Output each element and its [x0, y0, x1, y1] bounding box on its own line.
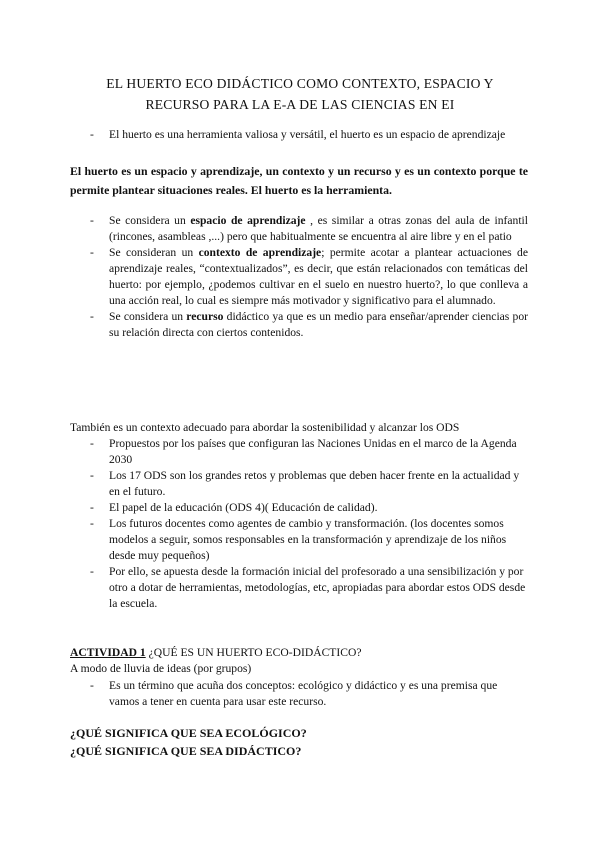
concept-text-after: , es similar a otras zonas del aula de infantil (rincones, asambleas ,...) pero que habitualmente se encuentra al aire libre y en el patio — [109, 214, 528, 243]
title-line-2: RECURSO PARA LA E-A DE LAS CIENCIAS EN EI — [145, 97, 455, 112]
list-item — [90, 245, 528, 309]
dash-marker: - — [90, 437, 94, 450]
activity-heading — [70, 645, 540, 661]
activity-mode: A modo de lluvia de ideas (por grupos) — [70, 662, 252, 675]
list-item — [90, 127, 550, 143]
ods-item-text: El papel de la educación (ODS 4)( Educación de calidad). — [109, 501, 378, 514]
question-ecologico: ¿QUÉ SIGNIFICA QUE SEA ECOLÓGICO? — [70, 726, 307, 740]
dash-marker: - — [90, 214, 94, 227]
concept-text-before: Se considera un — [109, 214, 191, 227]
concepts-list — [90, 213, 528, 341]
dash-marker: - — [90, 310, 94, 323]
concept-text-after: ; permite acotar a plantear actuaciones de aprendizaje reales, “contextualizados”, es decir, que están relacionados con temáticas del huerto: por ejemplo, ¿podemos cultivar en el suelo en nuestro huerto?, lo que conlleva a una acción real, lo cual es siempre más motivador y significativo para el alumnado. — [109, 246, 528, 307]
ods-item-text: Por ello, se apuesta desde la formación inicial del profesorado a una sensibilización y por otro a dotar de herramientas, metodologías, etc, apropiadas para abordar estos ODS desde la escuela. — [109, 565, 526, 610]
activity-item-text: Es un término que acuña dos conceptos: ecológico y didáctico y es una premisa que vamos a tener en cuenta para usar este recurso. — [109, 679, 498, 708]
list-item — [90, 309, 528, 341]
list-item — [90, 468, 528, 500]
dash-marker: - — [90, 246, 94, 259]
concept-text-before: Se consideran un — [109, 246, 199, 259]
concept-bold-term: espacio de aprendizaje — [190, 214, 306, 227]
activity-list — [90, 678, 528, 710]
title-line-1: EL HUERTO ECO DIDÁCTICO COMO CONTEXTO, ESPACIO Y — [106, 76, 494, 91]
ods-item-text: Los 17 ODS son los grandes retos y problemas que deben hacer frente en la actualidad y en el futuro. — [109, 469, 520, 498]
dash-marker: - — [90, 501, 94, 514]
ods-item-text: Los futuros docentes como agentes de cambio y transformación. (los docentes somos modelos a seguir, somos responsables en la transformación y aprendizaje de los niños desde muy pequeños) — [109, 517, 507, 562]
activity-label: ACTIVIDAD 1 — [70, 646, 146, 659]
intro-bullet-text: El huerto es una herramienta valiosa y versátil, el huerto es un espacio de aprendizaje — [109, 128, 506, 141]
dash-marker: - — [90, 679, 94, 692]
list-item — [90, 678, 528, 710]
dash-marker: - — [90, 128, 94, 141]
dash-marker: - — [90, 517, 94, 530]
concept-bold-term: contexto de aprendizaje — [198, 246, 322, 259]
concept-text-after: didáctico ya que es un medio para enseñar/aprender ciencias por su relación directa con ciertos contenidos. — [109, 310, 528, 339]
document-title — [70, 73, 530, 115]
list-item — [90, 213, 528, 245]
intro-list — [90, 127, 550, 143]
list-item — [90, 500, 528, 516]
activity-question: ¿QUÉ ES UN HUERTO ECO-DIDÁCTICO? — [145, 646, 362, 659]
ods-list — [90, 436, 528, 612]
question-didactico: ¿QUÉ SIGNIFICA QUE SEA DIDÁCTICO? — [70, 744, 302, 758]
ods-item-text: Propuestos por los países que configuran las Naciones Unidas en el marco de la Agenda 2030 — [109, 437, 517, 466]
concept-bold-term: recurso — [186, 310, 224, 323]
dash-marker: - — [90, 565, 94, 578]
list-item — [90, 516, 528, 564]
concept-text-before: Se considera un — [109, 310, 187, 323]
bold-statement: El huerto es un espacio y aprendizaje, un contexto y un recurso y es un contexto porque te permite plantear situaciones reales. El huerto es la herramienta. — [70, 164, 528, 197]
list-item — [90, 564, 528, 612]
ods-intro: También es un contexto adecuado para abordar la sostenibilidad y alcanzar los ODS — [70, 421, 460, 434]
dash-marker: - — [90, 469, 94, 482]
list-item — [90, 436, 528, 468]
